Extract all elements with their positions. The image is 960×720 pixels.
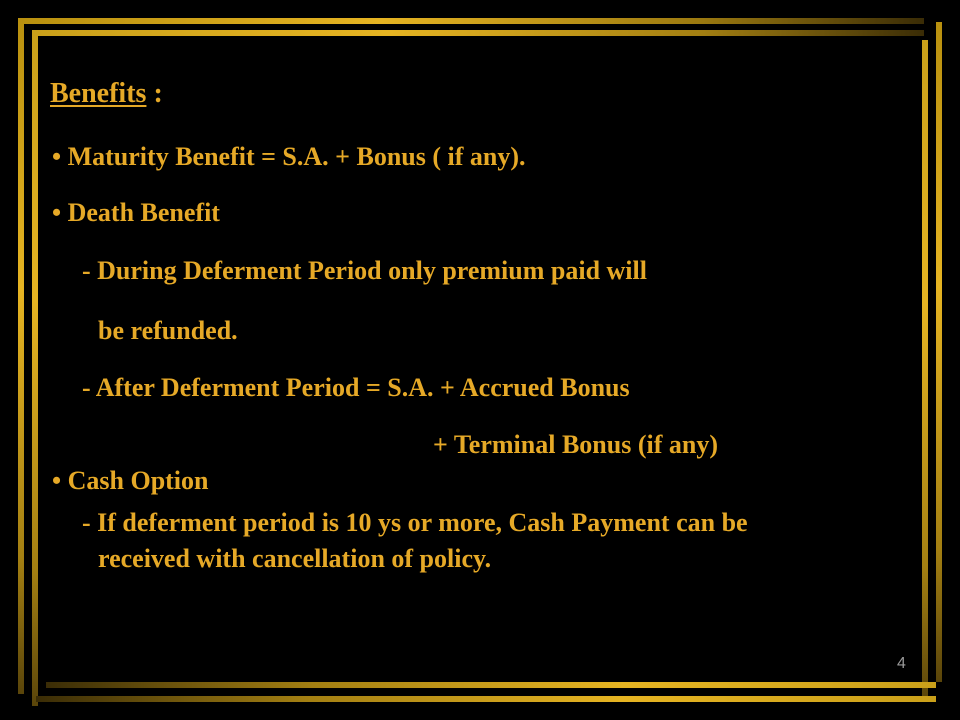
death-benefit-after-deferment: - After Deferment Period = S.A. + Accrued Bonus [82,373,630,402]
frame-bar-right-outer [936,22,942,682]
frame-bar-left-outer [18,18,24,694]
bullet-maturity-benefit: • Maturity Benefit = S.A. + Bonus ( if any). [52,144,526,170]
frame-bar-top-outer [18,18,924,24]
cash-option-line: - If deferment period is 10 ys or more, Cash Payment can be [82,508,748,537]
bullet-death-benefit: • Death Benefit [52,200,220,226]
slide-title-text: Benefits [50,78,147,109]
slide-title-suffix: : [146,78,163,109]
cash-option-continued: received with cancellation of policy. [98,544,492,573]
frame-bar-bottom-outer [36,696,936,702]
death-benefit-terminal-bonus: + Terminal Bonus (if any) [433,430,718,459]
frame-bar-left-inner [32,30,38,706]
bullet-cash-option: • Cash Option [52,468,209,494]
slide-title [50,80,163,108]
frame-bar-right-inner [922,40,928,700]
frame-bar-top-inner [32,30,924,36]
death-benefit-deferment-continued: be refunded. [98,316,238,345]
death-benefit-deferment-line: - During Deferment Period only premium paid will [82,256,647,285]
page-number: 4 [897,655,906,672]
frame-bar-bottom-inner [46,682,936,688]
